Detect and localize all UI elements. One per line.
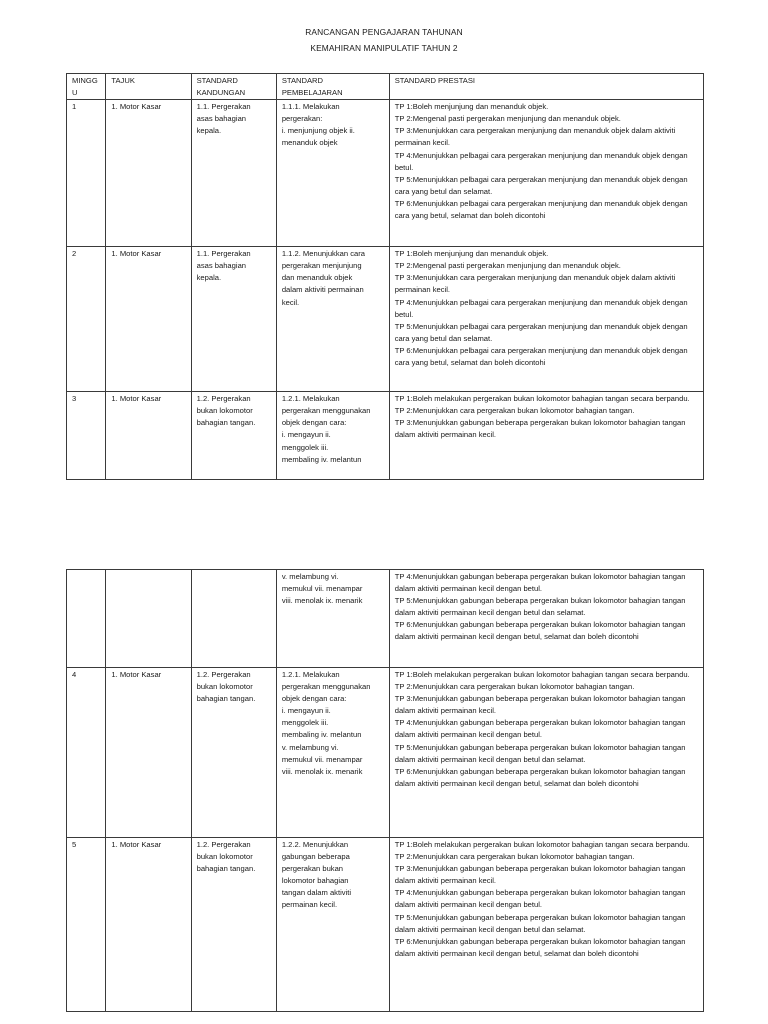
tp-item: TP 6:Menunjukkan gabungan beberapa pergerakan bukan lokomotor bahagian tangan dalam aktiviti permainan kecil dengan betul, selamat dan boleh dicontohi	[394, 620, 686, 642]
tajuk-cell: 1. Motor Kasar	[106, 247, 191, 392]
prestasi-cell	[389, 570, 703, 668]
header-minggu: MINGGU	[67, 74, 106, 100]
prestasi-cell	[389, 838, 703, 1012]
header-tajuk: TAJUK	[106, 74, 191, 100]
prestasi-cell	[389, 392, 703, 480]
tp-item: TP 4:Menunjukkan pelbagai cara pergerakan menjunjung dan menanduk objek dengan betul.	[394, 297, 688, 319]
kandungan-cell	[191, 570, 276, 668]
tp-item: TP 1:Boleh melakukan pergerakan bukan lokomotor bahagian tangan secara berpandu.	[394, 394, 690, 404]
tp-item: TP 3:Menunjukkan cara pergerakan menjunjung dan menanduk objek dalam aktiviti permainan kecil.	[394, 273, 676, 295]
tajuk-cell	[106, 570, 191, 668]
header-row	[67, 74, 704, 100]
pembelajaran-cell: 1.2.1. Melakukan pergerakan menggunakan objek dengan cara: i. mengayun ii. menggolek iii. membaling iv. melantun v. melambung vi. memukul vii. menampar viii. menolak ix. menarik	[276, 668, 389, 838]
prestasi-cell	[389, 100, 703, 247]
kandungan-cell: 1.2. Pergerakan bukan lokomotor bahagian tangan.	[191, 392, 276, 480]
pembelajaran-cell: 1.2.1. Melakukan pergerakan menggunakan objek dengan cara: i. mengayun ii. menggolek iii. membaling iv. melantun	[276, 392, 389, 480]
tp-item: TP 4:Menunjukkan gabungan beberapa pergerakan bukan lokomotor bahagian tangan dalam aktiviti permainan kecil dengan betul.	[394, 888, 686, 910]
tp-item: TP 1:Boleh menjunjung dan menanduk objek.	[394, 249, 549, 259]
tp-item: TP 2:Menunjukkan cara pergerakan bukan lokomotor bahagian tangan.	[394, 406, 635, 416]
tp-item: TP 3:Menunjukkan cara pergerakan menjunjung dan menanduk objek dalam aktiviti permainan kecil.	[394, 126, 676, 148]
document-title: RANCANGAN PENGAJARAN TAHUNAN	[305, 27, 463, 37]
tp-item: TP 4:Menunjukkan gabungan beberapa pergerakan bukan lokomotor bahagian tangan dalam aktiviti permainan kecil dengan betul.	[394, 572, 686, 594]
pembelajaran-cell: 1.1.1. Melakukan pergerakan: i. menjunjung objek ii. menanduk objek	[276, 100, 389, 247]
document-subtitle: KEMAHIRAN MANIPULATIF TAHUN 2	[310, 43, 458, 53]
tp-item: TP 5:Menunjukkan gabungan beberapa pergerakan bukan lokomotor bahagian tangan dalam aktiviti permainan kecil dengan betul dan selamat.	[394, 742, 686, 764]
kandungan-cell: 1.2. Pergerakan bukan lokomotor bahagian tangan.	[191, 668, 276, 838]
minggu-cell: 2	[67, 247, 106, 392]
tp-item: TP 5:Menunjukkan gabungan beberapa pergerakan bukan lokomotor bahagian tangan dalam aktiviti permainan kecil dengan betul dan selamat.	[394, 596, 686, 618]
prestasi-cell	[389, 668, 703, 838]
tp-item: TP 1:Boleh melakukan pergerakan bukan lokomotor bahagian tangan secara berpandu.	[394, 670, 690, 679]
tp-item: TP 1:Boleh menjunjung dan menanduk objek.	[394, 102, 549, 112]
minggu-cell: 4	[67, 668, 106, 838]
table-row	[67, 570, 704, 668]
tp-item: TP 4:Menunjukkan gabungan beberapa pergerakan bukan lokomotor bahagian tangan dalam aktiviti permainan kecil dengan betul.	[394, 718, 686, 740]
tajuk-cell: 1. Motor Kasar	[106, 100, 191, 247]
tp-item: TP 1:Boleh melakukan pergerakan bukan lokomotor bahagian tangan secara berpandu.	[394, 840, 690, 849]
table-row	[67, 392, 704, 480]
tp-item: TP 6:Menunjukkan gabungan beberapa pergerakan bukan lokomotor bahagian tangan dalam aktiviti permainan kecil dengan betul, selamat dan boleh dicontohi	[394, 936, 686, 958]
tajuk-cell: 1. Motor Kasar	[106, 668, 191, 838]
tajuk-cell: 1. Motor Kasar	[106, 838, 191, 1012]
tp-item: TP 3:Menunjukkan gabungan beberapa pergerakan bukan lokomotor bahagian tangan dalam aktiviti permainan kecil.	[394, 418, 686, 440]
tp-item: TP 5:Menunjukkan gabungan beberapa pergerakan bukan lokomotor bahagian tangan dalam aktiviti permainan kecil dengan betul dan selamat.	[394, 912, 686, 934]
tp-item: TP 6:Menunjukkan pelbagai cara pergerakan menjunjung dan menanduk objek dengan cara yang betul, selamat dan boleh dicontohi	[394, 345, 688, 368]
tp-item: TP 2:Mengenal pasti pergerakan menjunjung dan menanduk objek.	[394, 261, 621, 271]
minggu-cell: 5	[67, 838, 106, 1012]
minggu-cell: 3	[67, 392, 106, 480]
header-standard-kandungan: STANDARD KANDUNGAN	[191, 74, 276, 100]
pembelajaran-cell: 1.2.2. Menunjukkan gabungan beberapa pergerakan bukan lokomotor bahagian tangan dalam aktiviti permainan kecil.	[276, 838, 389, 1012]
table-row	[67, 838, 704, 1012]
rpt-table-page2	[66, 569, 704, 1012]
header-standard-pembelajaran: STANDARD PEMBELAJARAN	[276, 74, 389, 100]
pembelajaran-cell: v. melambung vi. memukul vii. menampar viii. menolak ix. menarik	[276, 570, 389, 668]
tp-item: TP 6:Menunjukkan gabungan beberapa pergerakan bukan lokomotor bahagian tangan dalam aktiviti permainan kecil dengan betul, selamat dan boleh dicontohi	[394, 766, 686, 788]
tp-item: TP 2:Menunjukkan cara pergerakan bukan lokomotor bahagian tangan.	[394, 682, 635, 692]
tp-item: TP 2:Menunjukkan cara pergerakan bukan lokomotor bahagian tangan.	[394, 852, 635, 862]
kandungan-cell: 1.2. Pergerakan bukan lokomotor bahagian tangan.	[191, 838, 276, 1012]
kandungan-cell: 1.1. Pergerakan asas bahagian kepala.	[191, 247, 276, 392]
rpt-table-page1	[66, 73, 704, 480]
tp-item: TP 2:Mengenal pasti pergerakan menjunjung dan menanduk objek.	[394, 114, 621, 124]
table-row	[67, 668, 704, 838]
prestasi-cell	[389, 247, 703, 392]
tp-item: TP 3:Menunjukkan gabungan beberapa pergerakan bukan lokomotor bahagian tangan dalam aktiviti permainan kecil.	[394, 864, 686, 886]
tp-item: TP 6:Menunjukkan pelbagai cara pergerakan menjunjung dan menanduk objek dengan cara yang betul, selamat dan boleh dicontohi	[394, 198, 688, 221]
kandungan-cell: 1.1. Pergerakan asas bahagian kepala.	[191, 100, 276, 247]
table-row	[67, 100, 704, 247]
minggu-cell: 1	[67, 100, 106, 247]
tp-item: TP 4:Menunjukkan pelbagai cara pergerakan menjunjung dan menanduk objek dengan betul.	[394, 150, 688, 172]
header-standard-prestasi: STANDARD PRESTASI	[389, 74, 703, 100]
table-row	[67, 247, 704, 392]
tajuk-cell: 1. Motor Kasar	[106, 392, 191, 480]
pembelajaran-cell: 1.1.2. Menunjukkan cara pergerakan menjunjung dan menanduk objek dalam aktiviti permainan kecil.	[276, 247, 389, 392]
minggu-cell	[67, 570, 106, 668]
tp-item: TP 3:Menunjukkan gabungan beberapa pergerakan bukan lokomotor bahagian tangan dalam aktiviti permainan kecil.	[394, 694, 686, 716]
tp-item: TP 5:Menunjukkan pelbagai cara pergerakan menjunjung dan menanduk objek dengan cara yang betul dan selamat.	[394, 321, 688, 343]
tp-item: TP 5:Menunjukkan pelbagai cara pergerakan menjunjung dan menanduk objek dengan cara yang betul dan selamat.	[394, 174, 688, 196]
